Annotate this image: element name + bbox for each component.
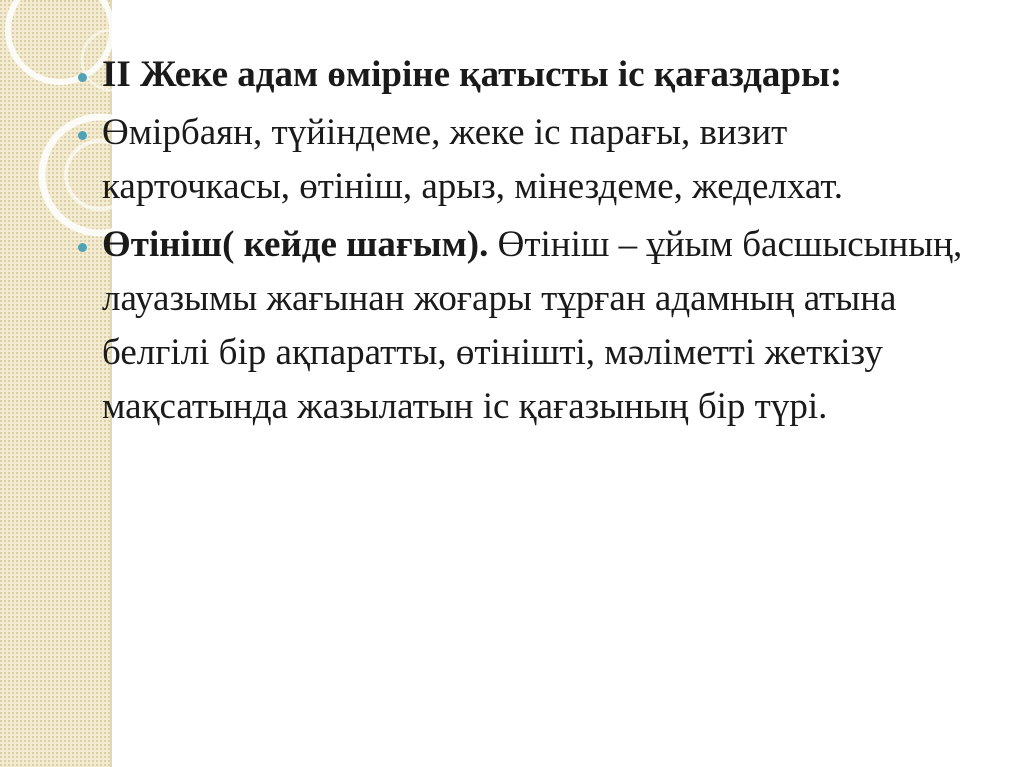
bullet-dot-icon [78, 131, 87, 140]
bullet-text: Өтініш – ұйым басшысының, лауазымы жағынан жоғары тұрған адамның атына белгілі бір ақпаратты, өтінішті, мәліметті жеткізу мақсатында жазылатын іс қағазының бір түрі. [102, 224, 963, 427]
bullet-dot-icon [78, 243, 87, 252]
bullet-item [72, 106, 972, 214]
slide-body [72, 48, 972, 438]
bullet-item [72, 218, 972, 434]
bullet-heading: II Жеке адам өміріне қатысты іс қағаздары: [102, 54, 843, 95]
bullet-heading: Өтініш( кейде шағым). [102, 224, 489, 265]
bullet-text: Өмірбаян, түйіндеме, жеке іс парағы, визит карточкасы, өтініш, арыз, мінездеме, жеделхат. [102, 112, 843, 207]
bullet-dot-icon [78, 73, 87, 82]
bullet-item [72, 48, 972, 102]
